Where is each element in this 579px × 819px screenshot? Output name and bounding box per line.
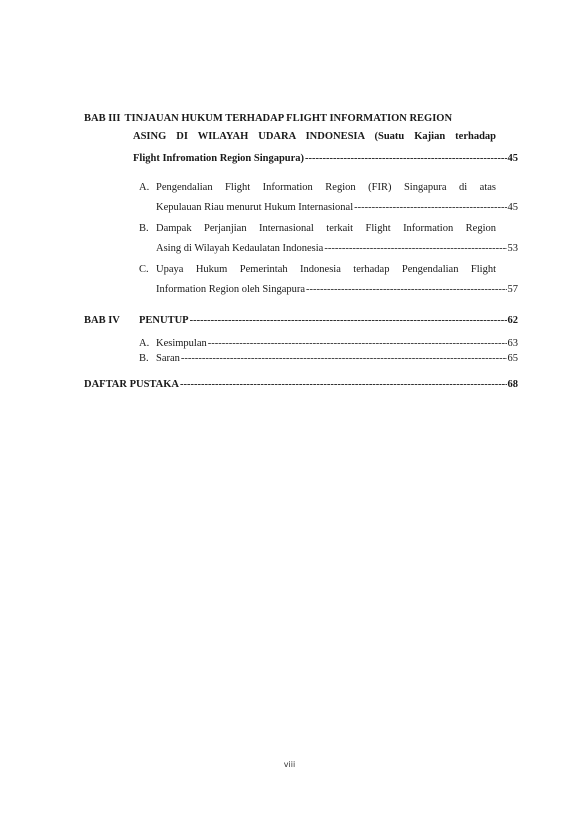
- bab4-item-b-page: 65: [507, 353, 518, 364]
- bab3-item-b-entry[interactable]: [156, 242, 518, 255]
- item-marker: B.: [139, 353, 149, 364]
- bab3-item-c-text1: Upaya Hukum Pemerintah Indonesia terhadap Pengendalian Flight: [156, 264, 496, 275]
- bab3-item-b-text1: Dampak Perjanjian Internasional terkait Flight Information Region: [156, 223, 496, 234]
- bab3-item-c-page: 57: [507, 284, 518, 295]
- bab3-title-line2: [133, 130, 496, 143]
- bab3-item-a-text1: Pengendalian Flight Information Region (FIR) Singapura di atas: [156, 182, 496, 193]
- dot-leader: [324, 242, 506, 255]
- bab3-item-a-entry[interactable]: [156, 201, 518, 214]
- dot-leader: [181, 352, 507, 365]
- bab3-title-line1: TINJAUAN HUKUM TERHADAP FLIGHT INFORMATION REGION: [124, 113, 453, 124]
- bab3-title-line3: Flight Infromation Region Singapura): [133, 153, 305, 164]
- bab3-heading-line1: [84, 112, 496, 125]
- bab3-item-c-entry[interactable]: [156, 283, 518, 296]
- dot-leader: [305, 152, 506, 165]
- bab3-item-b-line1: [156, 222, 496, 235]
- bab3-title-line3-entry[interactable]: [133, 152, 518, 165]
- bab4-title: PENUTUP: [139, 315, 189, 326]
- bab3-item-b-text2: Asing di Wilayah Kedaulatan Indonesia: [156, 243, 324, 254]
- item-marker: B.: [139, 223, 149, 234]
- daftar-pustaka-page: 68: [507, 379, 518, 390]
- dot-leader: [208, 337, 507, 350]
- bab3-label: BAB III: [84, 113, 121, 124]
- bab3-item-a-page: 45: [507, 202, 518, 213]
- bab3-item-b-page: 53: [507, 243, 518, 254]
- bab3-item-c-line1: [156, 263, 496, 276]
- dot-leader: [306, 283, 506, 296]
- bab4-item-a-entry[interactable]: [156, 337, 518, 350]
- daftar-pustaka-title: DAFTAR PUSTAKA: [84, 379, 179, 390]
- bab4-label: BAB IV: [84, 315, 120, 326]
- bab4-page-number: 62: [507, 315, 518, 326]
- bab4-item-b-entry[interactable]: [156, 352, 518, 365]
- dot-leader: [180, 378, 507, 391]
- bab3-title-line2-text: ASING DI WILAYAH UDARA INDONESIA (Suatu Kajian terhadap: [133, 131, 496, 142]
- dot-leader: [190, 314, 507, 327]
- page-number: viii: [283, 760, 296, 769]
- item-marker: A.: [139, 338, 150, 349]
- bab3-item-c-text2: Information Region oleh Singapura: [156, 284, 306, 295]
- daftar-pustaka-entry[interactable]: [84, 378, 518, 391]
- bab4-item-a-text: Kesimpulan: [156, 338, 207, 349]
- bab4-item-b-text: Saran: [156, 353, 180, 364]
- item-marker: A.: [139, 182, 150, 193]
- item-marker: C.: [139, 264, 149, 275]
- bab3-item-a-text2: Kepulauan Riau menurut Hukum Internasional: [156, 202, 354, 213]
- bab4-entry[interactable]: [139, 314, 518, 327]
- bab4-item-a-page: 63: [507, 338, 518, 349]
- bab3-item-a-line1: [156, 181, 496, 194]
- bab3-page-number: 45: [507, 153, 518, 164]
- dot-leader: [354, 201, 506, 214]
